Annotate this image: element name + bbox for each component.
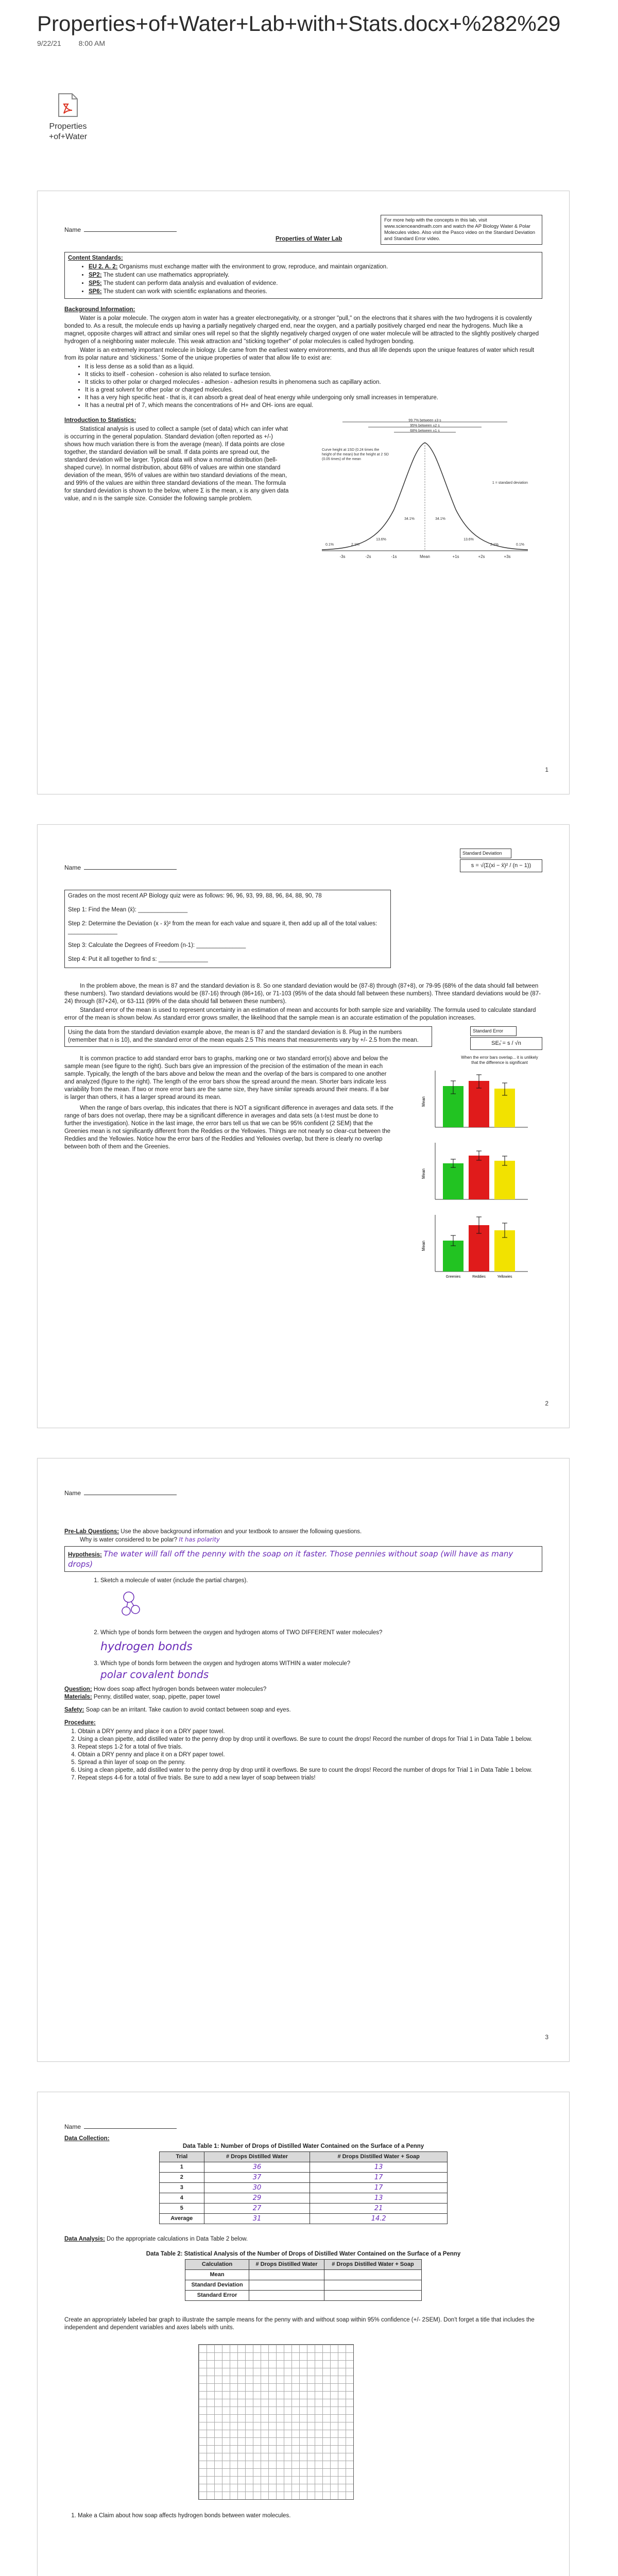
table-cell-soap[interactable]: 14.2 [310,2214,448,2224]
table-cell-water[interactable]: 29 [204,2193,310,2204]
error-bar-figures [420,1055,538,1284]
percent-label: 2.1% [351,543,359,547]
background-paragraph-1: Water is a polar molecule. The oxygen atom in water has a greater electronegativity, or a stronger "pull," on the electrons that it shares with the two hydrogens it is covalently bonded to. As a result, the molecule ends up having a partially negatively charged end, near the oxygen, and a partially positively charged end near the hydrogens. Much like a magnet, opposite charges will attract and similar ones will repel so that the slightly negatively charged oxygen of one water molecule will be attracted to the slightly positively charged hydrogen of a neighboring water molecule. This weak attraction and "sticking together" of polar molecules is called hydrogen bonding. [64,315,539,345]
data-table-2 [185,2259,422,2301]
sample-problem-box [64,890,391,968]
data-analysis-text: Do the appropriate calculations in Data Table 2 below. [107,2236,248,2242]
page-3-content [64,1482,542,1783]
pdf-file-icon [58,93,78,117]
table-cell-trial: 1 [160,2162,204,2173]
prelab-questions [64,1577,542,1679]
grades-intro: Grades on the most recent AP Biology quiz were as follows: 96, 96, 93, 99, 88, 96, 84, 88, 90, 78 [68,893,322,899]
bar-reddies [469,1156,489,1199]
percent-label: 0.1% [516,543,524,547]
table-row [160,2173,448,2183]
cer-questions [64,2512,542,2520]
table-row [185,2291,422,2301]
property-item: • It sticks to other polar or charged molecules - adhesion - adhesion results in phenomena such as capillary action. [85,379,542,386]
table-cell-water[interactable]: 37 [204,2173,310,2183]
standard-error-formula [470,1026,542,1050]
statistics-text [64,417,291,503]
attachment-file[interactable] [37,93,99,142]
prelab-question [100,1629,542,1651]
page-number: 2 [545,1400,548,1407]
table-header-cell: Trial [160,2152,204,2162]
table-cell-trial: 2 [160,2173,204,2183]
table-row [185,2280,422,2291]
procedure-step: 1. Obtain a DRY penny and place it on a DRY paper towel. [78,1728,542,1736]
graph-instructions [64,2316,542,2332]
x-tick-label: +2s [478,554,485,559]
x-tick-labels [339,554,510,559]
table-cell-soap[interactable]: 13 [310,2162,448,2173]
table-cell-soap[interactable]: 13 [310,2193,448,2204]
graph-instructions-text: Create an appropriately labeled bar graph to illustrate the sample means for the penny with and without soap within 95% confidence (+/- 2SEM). Don't forget a title that includes the independent and dependent variables and axes labels with units. [64,2317,535,2331]
y-axis-label: Mean [421,1168,426,1179]
page-2-content [64,849,542,1344]
name-label: Name [64,864,81,871]
step-2: Step 2: Determine the Deviation (x - x̄)² from the mean for each value and square it, then add up all of the total values: _______________ [68,921,377,935]
table-cell-calculation: Standard Deviation [185,2280,249,2291]
table-cell-calculation: Mean [185,2270,249,2280]
result-paragraph: In the problem above, the mean is 87 and the standard deviation is 8. So one standard deviation would be (87-8) through (87+8), or 79-95 (68% of the data should fall between these numbers). Two standard deviations would be (87-16) through (86+16), or 71-103 (95% of the data should fall between these numbers). Three standard deviations would be (87-24) through (87+24), or 63-111 (99% of the data should fall between these numbers). [64,983,541,1005]
procedure-step: 4. Obtain a DRY penny and place it on a DRY paper towel. [78,1751,542,1759]
background-paragraph-2: Water is an extremely important molecule in biology. Life came from the earliest watery environments, and thus all life depends upon the unique features of water which result from its polar nature and 'stickiness.' Some of the unique properties of water that allow life to exist are: [64,347,535,361]
document-title: Properties+of+Water+Lab+with+Stats.docx+%282%29 [37,11,561,36]
materials-line [64,1693,542,1701]
x-tick-label: Mean [419,554,431,559]
y-axis-label: Mean [421,1096,426,1107]
table-row [160,2162,448,2173]
page-4 [37,2092,570,2576]
content-standards-title: Content Standards: [68,255,123,261]
table-row [160,2204,448,2214]
safety-label: Safety: [64,1707,84,1713]
table-cell-trial: 4 [160,2193,204,2204]
data-analysis-label: Data Analysis: [64,2236,105,2242]
standard-error-paragraph: Standard error of the mean is used to represent uncertainty in an estimation of mean and accounts for both sample size and variability. The formula used to calculate standard error of the mean is shown below. As standard error grows smaller, the likelihood that the sample mean is an accurate estimation of the population increases. [64,1007,536,1021]
step-4: Step 4: Put it all together to find s: _______________ [68,956,208,962]
procedure-step: 5. Spread a thin layer of soap on the penny. [78,1759,542,1767]
materials-label: Materials: [64,1694,92,1700]
prelab-question-0 [80,1536,542,1544]
document-time: 8:00 AM [78,39,105,47]
x-tick-label: -3s [339,554,346,559]
procedure-step: 2. Using a clean pipette, add distilled water to the penny drop by drop until it overflows. Be sure to count the drops! Record the number of drops for Trial 1 in Data Table 1 below. [78,1736,542,1743]
table-header-row [185,2260,422,2270]
error-bar-chart-1 [421,1071,528,1127]
table-header-row [160,2152,448,2162]
statistics-title: Introduction to Statistics: [64,417,136,423]
range-label-68: 68% between ±1 s [410,429,440,433]
prelab-question-text: Why is water considered to be polar? [80,1537,178,1543]
page-2 [37,824,570,1428]
standard-deviation-formula [460,849,542,872]
prelab-answer: hydrogen bonds [100,1640,193,1653]
se-formula-text: SEₓ̄ = s / √n [470,1037,542,1050]
normal-distribution-chart [301,417,538,571]
procedure-step: 3. Repeat steps 1-2 for a total of five trials. [78,1743,542,1751]
percent-label: 0.1% [325,543,334,547]
standards-list [68,263,539,296]
standard-error-example-box: Using the data from the standard deviation example above, the mean is 87 and the standard deviation is 8. Plug in the numbers (remember that n is 10), and the standard error of the mean equals 2.5 This means that measurements vary by +/- 2.5 from the mean. [64,1026,432,1047]
category-label: Reddies [472,1275,486,1279]
step-3: Step 3: Calculate the Degrees of Freedom (n-1): _______________ [68,942,246,948]
prelab-question [100,1660,542,1679]
name-label: Name [64,226,81,233]
table-header-cell: # Drops Distilled Water + Soap [310,2152,448,2162]
table-cell-soap[interactable]: 17 [310,2183,448,2193]
lab-title: Properties of Water Lab [276,236,342,242]
property-item: • It is a great solvent for other polar or charged molecules. [85,386,542,394]
data-analysis-line [64,2235,542,2243]
error-bar-chart-2 [421,1143,528,1199]
name-label: Name [64,2123,81,2130]
x-tick-label: -2s [365,554,371,559]
prelab-question-text: Which type of bonds form between the oxygen and hydrogen atoms of TWO DIFFERENT water molecules? [100,1630,383,1636]
document-meta [37,39,593,47]
curve-note-left [322,448,389,489]
curve-note-left-text: Curve height at 1SD (0.24 times the height of the mean) but the height at 2 SD (0.05 times) of the mean [322,448,389,461]
error-bar-chart [420,1065,538,1282]
water-molecule-sketch [111,1588,152,1624]
statistics-section [64,417,542,587]
table-row [160,2214,448,2224]
question-label: Question: [64,1686,92,1692]
error-bars-text [64,1055,394,1151]
standard-code: SP6: [89,289,102,295]
name-field[interactable] [64,2123,542,2131]
table-header-cell: # Drops Distilled Water [204,2152,310,2162]
percent-label: 2.1% [490,543,499,547]
overlap-paragraph: When the range of bars overlap, this indicates that there is NOT a significant difference in averages and data sets. If the range of bars does not overlap, there may be a significant difference in averages and data sets (a t-test must be done to further the investigation). Notice in the last image, the error bars tell us that we can be 95% confident (2 SEM) that the Greenies mean is not significantly different from the Reddies or the Yellowies. Things are not nearly so clear-cut between the Reddies and the Yellowies. Notice how the error bars of the Reddies and Yellowies overlap, but there is clearly no overlap between both of them and the Greenies. [64,1105,393,1150]
procedure-section [64,1719,542,1782]
bar-yellowies [494,1161,515,1199]
table-cell-trial: Average [160,2214,204,2224]
prelab-question [100,1577,542,1624]
page-3 [37,1458,570,2062]
property-item: • It has a very high specific heat - that is, it can absorb a great deal of heat energy while undergoing only small increases in temperature. [85,394,542,402]
percent-labels [325,517,524,547]
attachment-file-name: Properties +of+Water [48,122,88,141]
help-note-box: For more help with the concepts in this lab, visit www.scienceandmath.com and watch the AP Biology Water & Polar Molecules video. Also visit the Pasco video on the Standard Deviation and Standard Error video. [381,215,542,245]
range-label-99: 99.7% between ±3 s [408,419,441,422]
graph-area [64,2332,542,2507]
data-collection-label: Data Collection: [64,2136,110,2142]
property-item: • It has a neutral pH of 7, which means the concentrations of H+ and OH- ions are equal. [85,402,542,410]
bar-greenies [443,1163,464,1199]
se-label: Standard Error [470,1026,517,1036]
name-field[interactable] [64,864,177,872]
figure-note: When the error bars overlap... it is unlikely that the difference is significant [461,1055,538,1065]
statistics-paragraph: Statistical analysis is used to collect a sample (set of data) which can infer what is occurring in the general population. Standard deviation (often reported as +/-) shows how much variation there is from the average (mean). If data points are close together, the standard deviation will be small. If data points are spread out, the standard deviation will be larger. Typical data will show a normal distribution (bell-shaped curve). In normal distribution, about 68% of values are within one standard deviation of the mean, 95% of values are within two standard deviations of the mean, and 99% of the values are within three standard deviations of the mean. The formula for standard deviation is shown to the below, where Σ is the mean, x is any given data value, and n is the sample size. Consider the following sample problem. [64,426,289,502]
table-header-cell: # Drops Distilled Water + Soap [324,2260,421,2270]
table-cell-soap[interactable] [324,2270,421,2280]
x-tick-label: +3s [504,554,511,559]
table-header-cell: Calculation [185,2260,249,2270]
table-row [185,2270,422,2280]
table-cell-soap[interactable]: 17 [310,2173,448,2183]
percent-label: 13.6% [376,538,386,541]
property-item: • It is less dense as a solid than as a liquid. [85,363,542,371]
page-4-content [64,2116,542,2521]
standard-item [89,272,539,279]
standard-code: SP2: [89,272,102,278]
prelab-answer: polar covalent bonds [100,1668,209,1681]
standard-code: EU 2. A. 2: [89,264,118,270]
y-axis-label: Mean [421,1240,426,1251]
formula-label: Standard Deviation [460,849,511,858]
table-cell-water[interactable] [249,2270,324,2280]
table-cell-trial: 3 [160,2183,204,2193]
page-number: 3 [545,2033,548,2041]
procedure-list [64,1728,542,1782]
table2-title: Data Table 2: Statistical Analysis of the Number of Drops of Distilled Water Contained on the Surface of a Penny [146,2251,461,2257]
data-table-1 [159,2151,448,2224]
range-label-95: 95% between ±2 s [410,424,440,428]
page-1 [37,191,570,794]
standard-text: Organisms must exchange matter with the environment to grow, reproduce, and maintain organization. [119,264,388,270]
procedure-step: 6. Using a clean pipette, add distilled water to the penny drop by drop until it overflows. Be sure to count the drops! Record the number of drops for Trial 1 in Data Table 1 below. [78,1767,542,1774]
table-cell-water[interactable] [249,2280,324,2291]
category-label: Yellowies [497,1275,512,1279]
prelab-question-text: Sketch a molecule of water (include the partial charges). [100,1578,248,1584]
prelab-answer: It has polarity [179,1536,220,1543]
x-tick-label: -1s [391,554,397,559]
graph-paper-grid[interactable] [198,2344,354,2500]
prelab-title: Pre-Lab Questions: [64,1529,119,1535]
materials-text: Penny, distilled water, soap, pipette, paper towel [93,1694,220,1700]
table-cell-soap[interactable]: 21 [310,2204,448,2214]
error-bars-paragraph: It is common practice to add standard error bars to graphs, marking one or two standard error(s) above and below the sample mean (see figure to the right). Such bars give an impression of the precision of the estimation of the mean in each sample. Typically, the length of the bars above and below the mean and the overlap of the bars is compared to one another and analyzed (figure to the right). The length of the error bars show the spread around the mean. Shorter bars indicate less variability from the mean. If two or more error bars are the same size, they have similar spreads around their means. If a bar is larger than others, it has a larger spread around its mean. [64,1056,389,1100]
safety-text: Soap can be an irritant. Take caution to avoid contact between soap and eyes. [85,1707,291,1713]
prelab-intro-line [64,1528,542,1536]
name-label: Name [64,1489,81,1497]
question-text: How does soap affect hydrogen bonds between water molecules? [93,1686,267,1692]
prelab-question-text: Which type of bonds form between the oxygen and hydrogen atoms WITHIN a water molecule? [100,1660,351,1667]
standard-item [89,263,539,271]
content-standards-box [64,252,542,299]
x-tick-label: +1s [452,554,459,559]
hypothesis-answer: The water will fall off the penny with the soap on it faster. Those pennies without soap (will have as many drops) [68,1549,513,1569]
table-cell-soap[interactable] [324,2280,421,2291]
prelab-intro: Use the above background information and your textbook to answer the following questions. [121,1529,362,1535]
table-cell-calculation: Standard Error [185,2291,249,2301]
hypothesis-label: Hypothesis: [68,1552,102,1558]
step-1: Step 1: Find the Mean (x̄): _______________ [68,907,188,913]
category-label: Greenies [445,1275,461,1279]
prelab-section [64,1528,542,1679]
standard-text: The student can use mathematics appropriately. [103,272,230,278]
page-1-content [64,215,542,587]
document-header [37,0,593,47]
water-properties-list [64,363,542,410]
page-number: 1 [545,766,548,773]
table-cell-water[interactable] [249,2291,324,2301]
safety-line [64,1706,542,1714]
standard-item [89,280,539,287]
standard-text: The student can perform data analysis and evaluation of evidence. [103,280,278,286]
percent-label: 34.1% [404,517,415,521]
hypothesis-box [64,1546,542,1572]
percent-label: 34.1% [435,517,445,521]
formula-text: s = √(Σ(xi − x̄)² / (n − 1)) [460,859,542,872]
error-bar-chart-3 [421,1215,528,1279]
claim-question: 1. Make a Claim about how soap affects hydrogen bonds between water molecules. [78,2512,542,2520]
table-cell-soap[interactable] [324,2291,421,2301]
background-title: Background Information: [64,307,135,313]
table-row [160,2183,448,2193]
standard-code: SP5: [89,280,102,286]
table-cell-water[interactable]: 31 [204,2214,310,2224]
name-field[interactable] [64,1489,542,1497]
standard-item [89,288,539,296]
name-field[interactable] [64,226,177,234]
procedure-label: Procedure: [64,1720,96,1726]
question-line [64,1686,542,1693]
procedure-step: 7. Repeat steps 4-6 for a total of five trials. Be sure to add a new layer of soap between trials! [78,1774,542,1782]
table-cell-water[interactable]: 36 [204,2162,310,2173]
table-cell-trial: 5 [160,2204,204,2214]
table-cell-water[interactable]: 27 [204,2204,310,2214]
background-section [64,306,542,410]
table-header-cell: # Drops Distilled Water [249,2260,324,2270]
table-cell-water[interactable]: 30 [204,2183,310,2193]
curve-note-right: 1 = standard deviation [492,481,528,485]
table1-title: Data Table 1: Number of Drops of Distilled Water Contained on the Surface of a Penny [182,2143,424,2149]
standard-text: The student can work with scientific explanations and theories. [103,289,267,295]
property-item: • It sticks to itself - cohesion - cohesion is also related to surface tension. [85,371,542,379]
document-date: 9/22/21 [37,39,61,47]
percent-label: 13.6% [464,538,474,541]
table-row [160,2193,448,2204]
